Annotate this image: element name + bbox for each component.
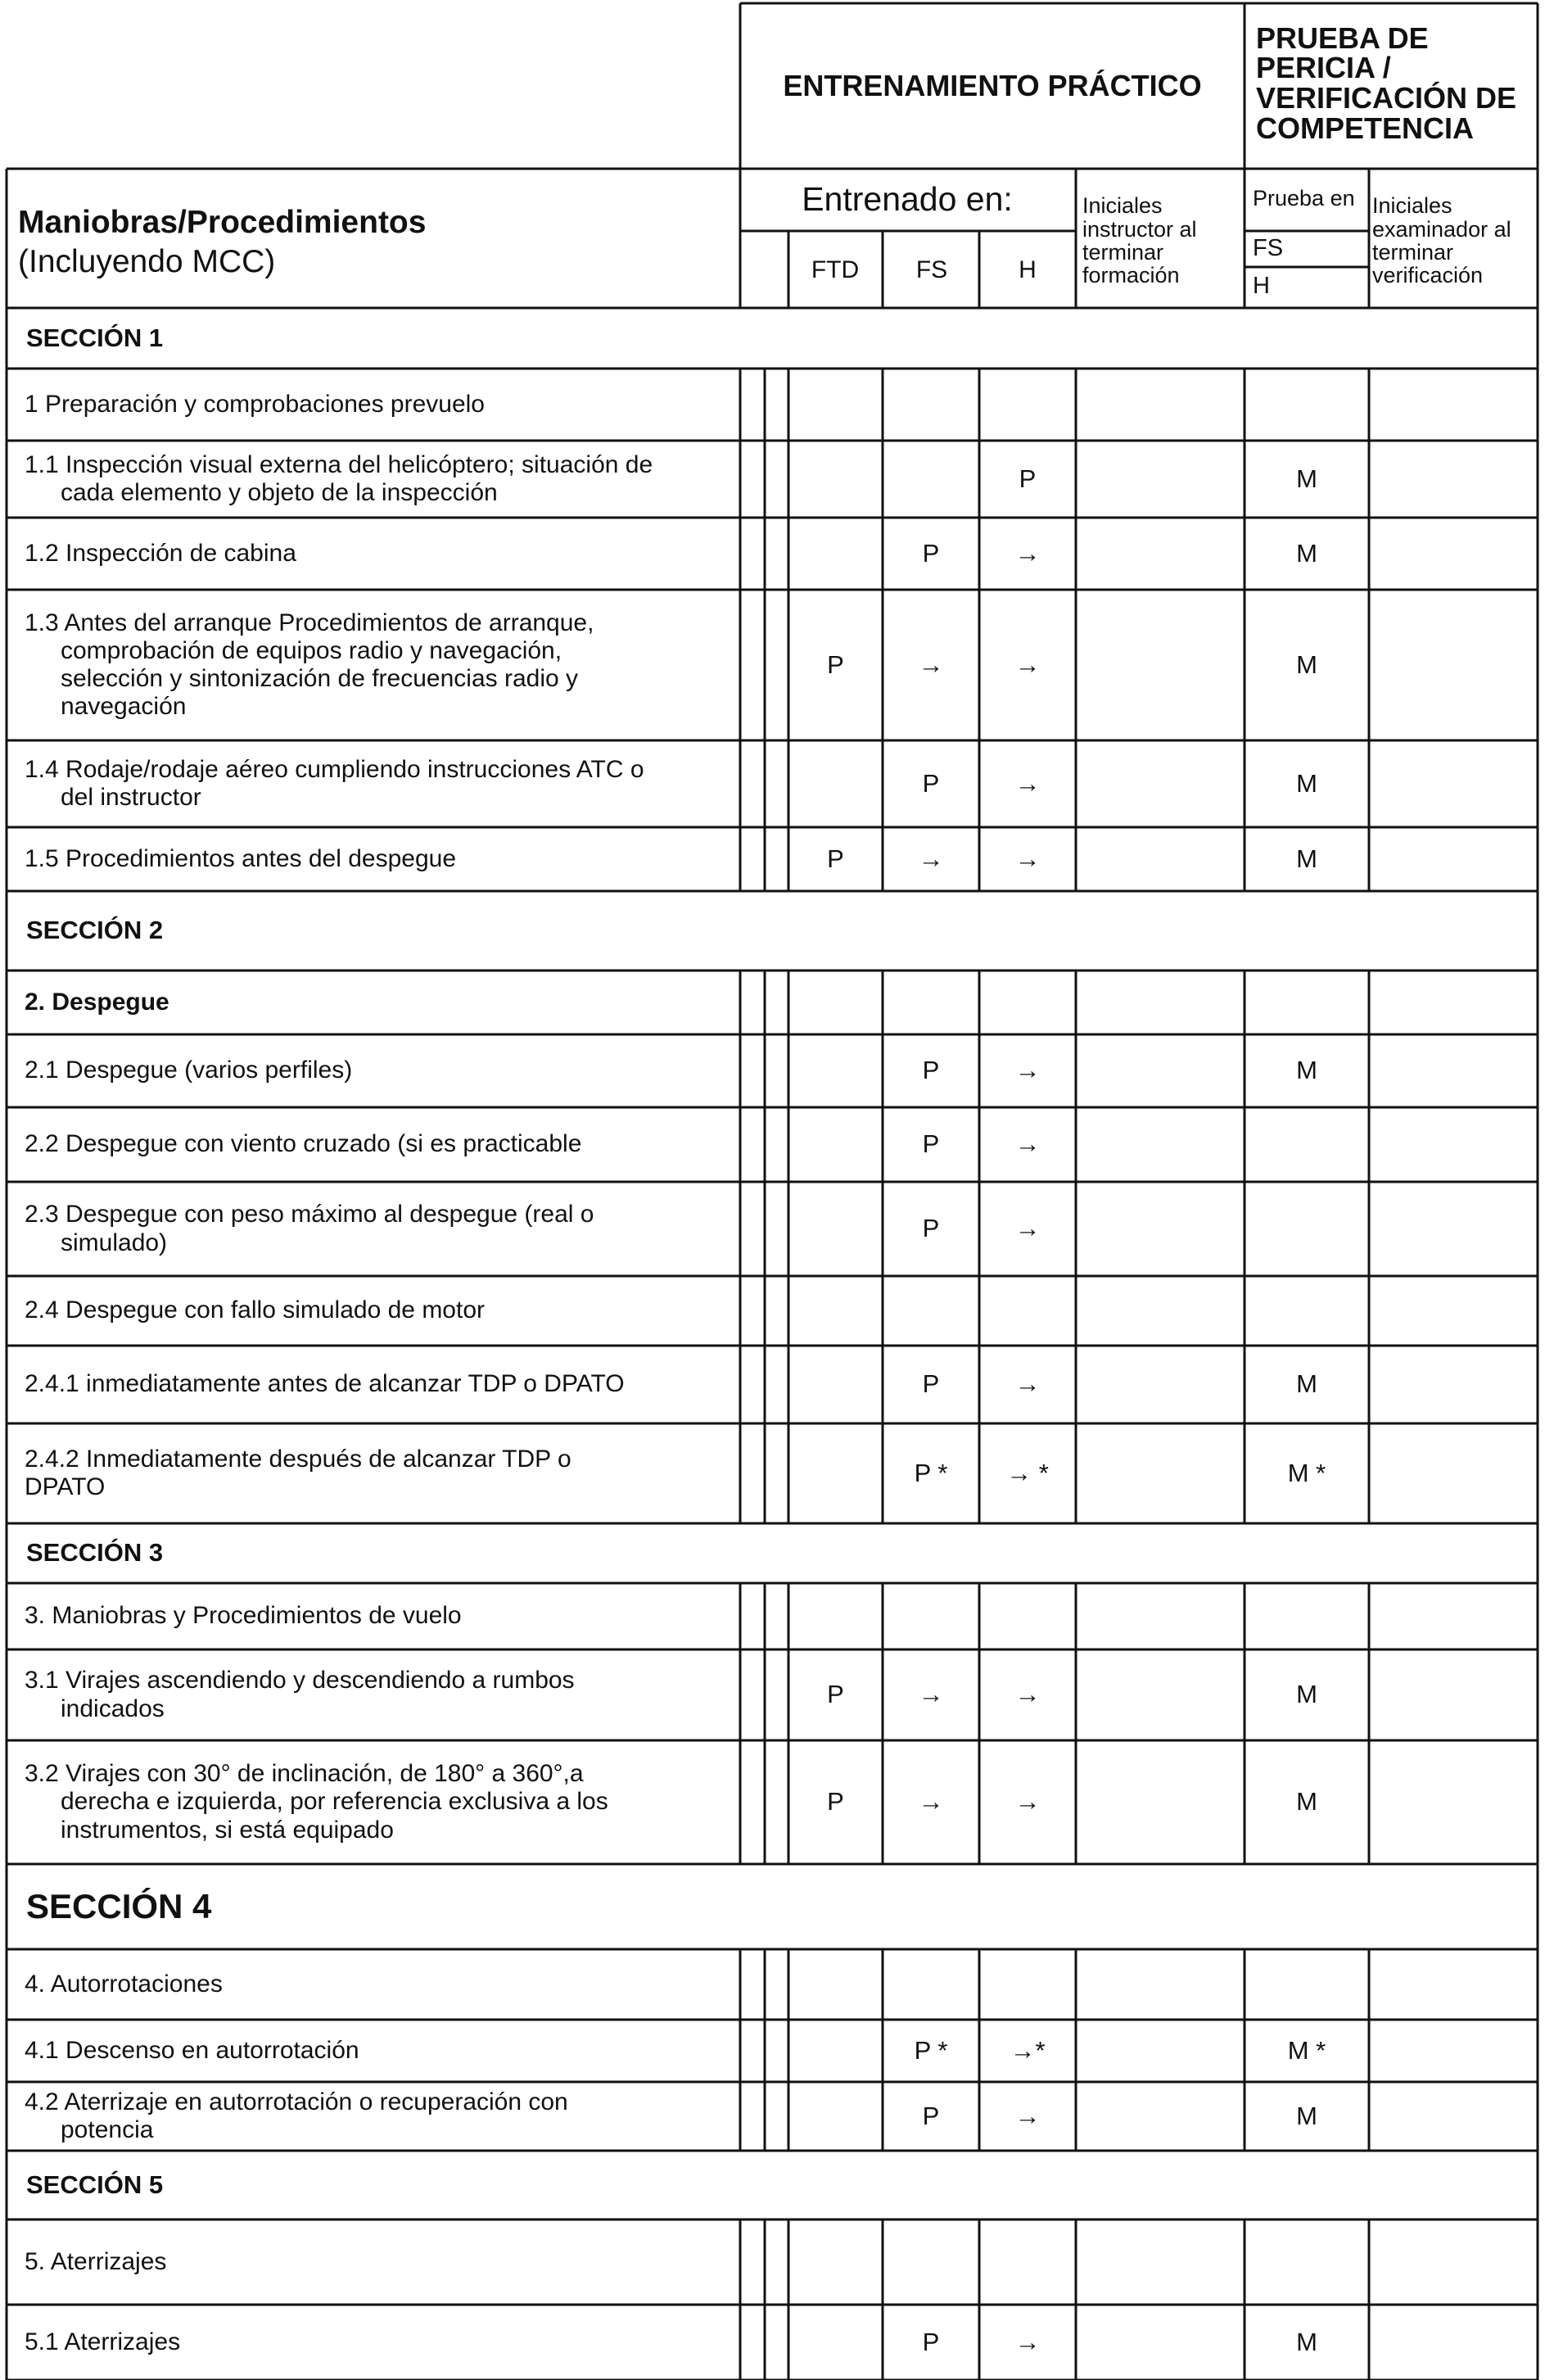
row-label — [25, 590, 734, 740]
ftd-mark: P — [827, 649, 844, 679]
fs-mark: → — [918, 844, 944, 873]
fs-mark: P — [922, 1129, 940, 1159]
row-label — [25, 971, 734, 1034]
test-mark: M — [1296, 1056, 1317, 1085]
row-label — [25, 1949, 734, 2020]
ftd-mark: P — [827, 1787, 844, 1817]
row-label-line: derecha e izquierda, por referencia exclusiva a los — [61, 1788, 608, 1816]
h-mark: → — [1014, 1214, 1041, 1243]
row-label-line: 3.1 Virajes ascendiendo y descendiendo a rumbos — [25, 1667, 575, 1695]
row-label — [25, 2020, 734, 2082]
section-heading: SECCIÓN 1 — [26, 323, 164, 352]
row-label — [25, 518, 734, 590]
test-in-label: Prueba en — [1253, 185, 1355, 210]
test-header: PRUEBA DE PERICIA / VERIFICACIÓN DE COMPETENCIA — [1256, 20, 1517, 145]
maneuvers-title: Maniobras/Procedimientos — [18, 205, 427, 241]
h-mark: → — [1014, 2327, 1041, 2356]
row-label — [25, 827, 734, 891]
row-label-line: 1.2 Inspección de cabina — [25, 539, 296, 567]
row-label-line: 3. Maniobras y Procedimientos de vuelo — [25, 1602, 462, 1630]
maneuvers-header — [18, 175, 739, 310]
h-mark: → — [1014, 649, 1041, 679]
h-mark: → — [1014, 1369, 1041, 1399]
h-mark: →* — [1010, 2035, 1046, 2065]
ftd-mark: P — [827, 844, 844, 873]
test-mark: M — [1296, 844, 1317, 873]
row-label — [25, 1107, 734, 1182]
row-label-line: 5.1 Aterrizajes — [25, 2328, 181, 2355]
row-label-line: instrumentos, si está equipado — [61, 1816, 394, 1844]
row-label — [25, 1740, 734, 1864]
test-mark: M — [1296, 538, 1317, 568]
row-label-line: 2.4 Despegue con fallo simulado de motor — [25, 1296, 486, 1324]
col-ftd-header: FTD — [811, 256, 860, 284]
instructor-initials-header: Iniciales instructor al terminar formación — [1082, 193, 1197, 288]
row-label-line: 1 Preparación y comprobaciones prevuelo — [25, 390, 485, 418]
fs-mark: → — [918, 1680, 944, 1709]
row-label-line: del instructor — [61, 784, 201, 811]
fs-mark: P — [922, 2101, 940, 2130]
fs-mark: → — [918, 649, 944, 679]
row-label — [25, 1182, 734, 1276]
h-mark: → — [1014, 768, 1041, 798]
row-label-line: 1.4 Rodaje/rodaje aéreo cumpliendo instrucciones ATC o — [25, 755, 644, 783]
h-mark: → — [1014, 1129, 1041, 1159]
row-label-line: 2.2 Despegue con viento cruzado (si es practicable — [25, 1130, 582, 1158]
row-label-line: 2.3 Despegue con peso máximo al despegue (real o — [25, 1201, 594, 1228]
test-mark: M — [1296, 768, 1317, 798]
row-label-line: cada elemento y objeto de la inspección — [61, 479, 498, 506]
row-label-line: 1.5 Procedimientos antes del despegue — [25, 844, 457, 872]
test-mark: M — [1296, 2327, 1317, 2356]
fs-mark: P — [922, 1056, 940, 1085]
section-heading: SECCIÓN 3 — [26, 1538, 164, 1568]
col-h-header: H — [1019, 256, 1037, 284]
test-fs-header: FS — [1253, 234, 1284, 261]
row-label-line: selección y sintonización de frecuencias radio y — [61, 665, 579, 692]
row-label — [25, 1276, 734, 1346]
fs-mark: P — [922, 1369, 940, 1399]
fs-mark: → — [918, 1787, 944, 1817]
maneuvers-subtitle: (Incluyendo MCC) — [18, 244, 276, 279]
row-label-line: comprobación de equipos radio y navegación, — [61, 636, 562, 664]
row-label-line: indicados — [61, 1695, 165, 1722]
row-label — [25, 2082, 734, 2151]
row-label — [25, 369, 734, 441]
row-label — [25, 1423, 734, 1523]
test-mark: M — [1296, 464, 1317, 493]
row-label-line: 4.2 Aterrizaje en autorrotación o recuperación con — [25, 2088, 568, 2115]
row-label-line: 1.3 Antes del arranque Procedimientos de arranque, — [25, 609, 594, 636]
fs-mark: P — [922, 1214, 940, 1243]
row-label-line: DPATO — [25, 1473, 106, 1500]
row-label-line: simulado) — [61, 1228, 168, 1256]
row-label-line: 2.4.1 inmediatamente antes de alcanzar TDP o DPATO — [25, 1370, 625, 1398]
row-label — [25, 1583, 734, 1649]
h-mark: → — [1014, 1680, 1041, 1709]
test-h-header: H — [1253, 272, 1270, 299]
col-fs-header: FS — [915, 256, 948, 284]
test-mark: M — [1296, 1369, 1317, 1399]
row-label — [25, 1649, 734, 1740]
training-header: ENTRENAMIENTO PRÁCTICO — [783, 68, 1202, 102]
row-label-line: navegación — [61, 693, 187, 721]
row-label-line: 2.4.2 Inmediatamente después de alcanzar TDP o — [25, 1445, 571, 1473]
h-mark: → — [1014, 2101, 1041, 2130]
section-heading: SECCIÓN 4 — [26, 1887, 212, 1926]
row-label-line: 3.2 Virajes con 30° de inclinación, de 180° a 360°,a — [25, 1760, 584, 1788]
row-label — [25, 1346, 734, 1423]
examiner-initials-header: Iniciales examinador al terminar verificación — [1372, 193, 1511, 288]
fs-mark: P — [922, 2327, 940, 2356]
row-label — [25, 1034, 734, 1107]
row-label-line: 1.1 Inspección visual externa del helicóptero; situación de — [25, 450, 653, 478]
section-heading: SECCIÓN 5 — [26, 2170, 164, 2199]
fs-mark: P * — [914, 2035, 948, 2065]
test-mark: M — [1296, 1680, 1317, 1709]
row-label-line: potencia — [61, 2116, 154, 2143]
test-mark: M * — [1287, 1458, 1326, 1487]
h-mark: → — [1014, 1787, 1041, 1817]
fs-mark: P — [922, 538, 940, 568]
row-label — [25, 2219, 734, 2305]
h-mark: → — [1014, 844, 1041, 873]
fs-mark: P — [922, 768, 940, 798]
test-mark: M — [1296, 2101, 1317, 2130]
h-mark: → — [1014, 1056, 1041, 1085]
row-label-line: 4.1 Descenso en autorrotación — [25, 2036, 359, 2064]
row-label-line: 2.1 Despegue (varios perfiles) — [25, 1057, 353, 1084]
h-mark: P — [1019, 464, 1037, 493]
row-label-line: 2. Despegue — [25, 988, 169, 1016]
h-mark: → — [1014, 538, 1041, 568]
test-mark: M — [1296, 1787, 1317, 1817]
trained-in-label: Entrenado en: — [802, 180, 1013, 219]
h-mark: → * — [1006, 1458, 1049, 1487]
row-label — [25, 441, 734, 518]
row-label — [25, 740, 734, 827]
section-heading: SECCIÓN 2 — [26, 916, 164, 945]
test-mark: M * — [1287, 2035, 1326, 2065]
row-label-line: 4. Autorrotaciones — [25, 1970, 223, 1998]
ftd-mark: P — [827, 1680, 844, 1709]
fs-mark: P * — [914, 1458, 948, 1487]
row-label — [25, 2305, 734, 2380]
test-mark: M — [1296, 649, 1317, 679]
row-label-line: 5. Aterrizajes — [25, 2247, 167, 2275]
